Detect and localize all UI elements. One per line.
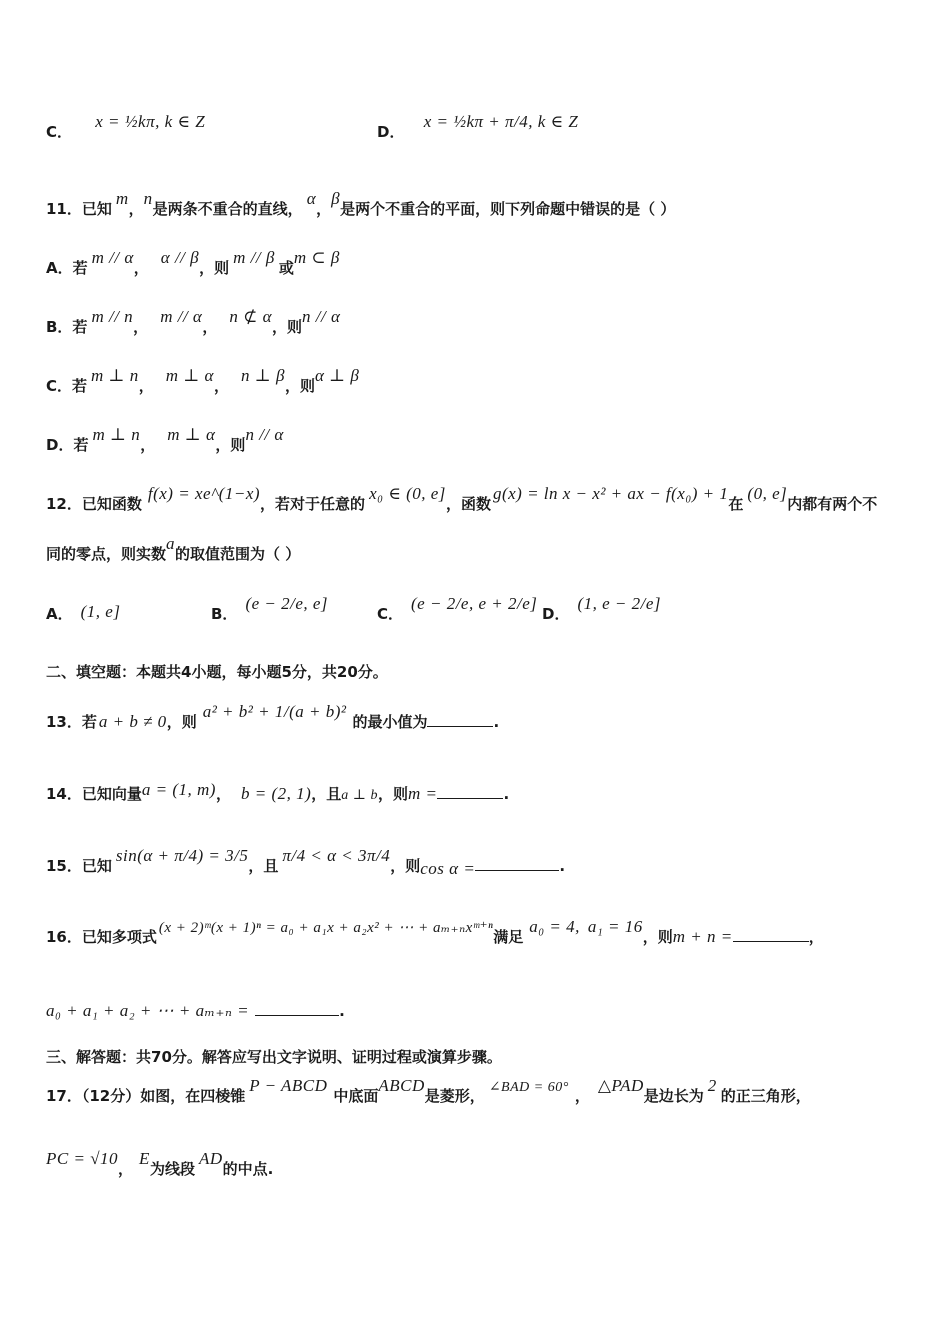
math-expression: a = (1, m) <box>141 780 216 799</box>
q11-option-d <box>46 425 284 456</box>
math-expression: a + b ≠ 0 <box>98 712 167 731</box>
math-expression: a₀ = 4, <box>529 917 580 936</box>
q12-option-c <box>377 594 538 625</box>
math-expression: m ⊥ n <box>91 366 139 385</box>
math-expression: △PAD <box>597 1076 644 1095</box>
math-expression: g(x) = ln x − x² + ax − f(x₀) + 1 <box>492 484 729 503</box>
q14-stem <box>46 780 510 807</box>
math-expression: n // α <box>245 425 284 444</box>
answer-blank[interactable] <box>427 712 493 727</box>
math-expression: m ⊥ α <box>165 366 214 385</box>
math-expression: m ⊂ β <box>293 248 340 267</box>
separator: ， <box>118 1160 134 1178</box>
math-expression: x = ½kπ, k ∈ Z <box>95 112 206 131</box>
separator: ， <box>316 200 332 218</box>
separator: . <box>559 857 566 875</box>
question-text: ，函数 <box>445 495 491 513</box>
q16-stem <box>46 917 824 949</box>
section-heading: 二、填空题：本题共4小题，每小题5分，共20分。 <box>46 663 388 681</box>
q11-stem <box>46 189 676 220</box>
math-expression: n ⊥ β <box>241 366 285 385</box>
math-var: α <box>306 189 317 208</box>
math-expression: m // β <box>233 248 275 267</box>
question-text: 的最小值为 <box>352 713 428 731</box>
q17-stem-line2 <box>46 1149 274 1180</box>
question-text: 在 <box>728 495 744 513</box>
separator: ， <box>213 377 229 395</box>
separator: 或 <box>278 259 294 277</box>
q10-option-d <box>377 112 579 143</box>
math-expression: (x + 2)ᵐ(x + 1)ⁿ = a₀ + a₁x + a₂x² + ⋯ + aₘ₊ₙxᵐ⁺ⁿ <box>158 920 494 936</box>
question-text: 是两个不重合的平面，则下列命题中错误的是（ ） <box>340 200 676 218</box>
math-expression: PC = √10 <box>46 1149 119 1168</box>
separator: ， <box>202 318 218 336</box>
q12-option-b <box>211 594 329 625</box>
math-expression: m = <box>407 784 438 803</box>
math-expression: a₀ + a₁ + a₂ + ⋯ + aₘ₊ₙ = <box>46 1001 250 1020</box>
option-label: D．若 <box>46 436 89 454</box>
question-text: ，则 <box>166 713 197 731</box>
option-label: A．若 <box>46 259 88 277</box>
math-expression: x = ½kπ + π/4, k ∈ Z <box>423 112 579 131</box>
separator: ，则 <box>199 259 230 277</box>
math-expression: ABCD <box>378 1076 425 1095</box>
answer-blank[interactable] <box>475 856 559 871</box>
separator: ，则 <box>272 318 303 336</box>
q12-option-d <box>542 594 662 625</box>
math-expression: m // α <box>160 307 203 326</box>
question-number: 12．已知函数 <box>46 495 142 513</box>
separator: . <box>493 713 500 731</box>
question-text: 是菱形， <box>424 1087 485 1105</box>
math-expression: (1, e − 2/e] <box>577 594 662 613</box>
option-label: C． <box>46 123 73 141</box>
separator: ， <box>215 785 231 803</box>
q13-stem <box>46 702 500 733</box>
math-expression: m ⊥ n <box>92 425 141 444</box>
question-text: ，若对于任意的 <box>260 495 366 513</box>
math-expression: π/4 < α < 3π/4 <box>282 846 391 865</box>
option-label: D． <box>377 123 405 141</box>
question-text: 满足 <box>493 928 524 946</box>
math-expression: a₁ = 16 <box>587 917 643 936</box>
q16-line2 <box>46 1000 345 1022</box>
question-text: 内都有两个不 <box>787 495 878 513</box>
separator: ， <box>128 200 144 218</box>
math-var: β <box>331 189 341 208</box>
option-label: D． <box>542 605 570 623</box>
math-expression: m // α <box>91 248 134 267</box>
option-label: B． <box>211 605 238 623</box>
question-number: 11．已知 <box>46 200 112 218</box>
math-expression: (e − 2/e, e + 2/e] <box>411 594 538 613</box>
q17-stem-line1 <box>46 1076 811 1109</box>
math-expression: m ⊥ α <box>167 425 216 444</box>
math-expression: a² + b² + 1/(a + b)² <box>202 702 347 721</box>
answer-blank[interactable] <box>255 1001 339 1016</box>
question-text: 为线段 <box>149 1160 195 1178</box>
math-expression: (e − 2/e, e] <box>245 594 329 613</box>
question-number: 14．已知向量 <box>46 785 142 803</box>
math-expression: α ⊥ β <box>314 366 360 385</box>
question-number: 13．若 <box>46 713 97 731</box>
question-text: ，且 <box>311 785 342 803</box>
q12-option-a <box>46 603 120 625</box>
question-text: 的正三角形， <box>720 1087 811 1105</box>
question-text: 的中点. <box>222 1160 274 1178</box>
math-expression: x₀ ∈ (0, e] <box>369 484 446 503</box>
separator: . <box>339 1002 345 1020</box>
separator: . <box>503 785 510 803</box>
math-expression: sin(α + π/4) = 3/5 <box>115 846 249 865</box>
question-number: 17．（12分）如图，在四棱锥 <box>46 1087 246 1105</box>
q12-stem-line1 <box>46 484 878 515</box>
math-expression: α // β <box>160 248 200 267</box>
math-expression: m // n <box>91 307 134 326</box>
question-text: 同的零点，则实数 <box>46 545 167 563</box>
question-number: 15．已知 <box>46 857 112 875</box>
section-heading: 三、解答题：共70分。解答应写出文字说明、证明过程或演算步骤。 <box>46 1048 502 1066</box>
question-text: 中底面 <box>333 1087 379 1105</box>
separator: ，则 <box>284 377 315 395</box>
separator: ， <box>133 259 149 277</box>
math-var: n <box>143 189 153 208</box>
q11-option-a <box>46 248 340 279</box>
math-var: a <box>166 534 176 553</box>
option-label: A． <box>46 605 73 623</box>
separator: ， <box>133 318 149 336</box>
math-expression: m + n = <box>672 927 733 946</box>
math-expression: f(x) = xe^(1−x) <box>147 484 261 503</box>
q11-option-c <box>46 366 360 397</box>
q12-stem-line2 <box>46 534 301 565</box>
question-text: ，则 <box>390 857 421 875</box>
separator: ， <box>140 436 156 454</box>
math-var: m <box>115 189 129 208</box>
math-value: 2 <box>707 1076 717 1095</box>
separator: ， <box>138 377 154 395</box>
question-text: 是两条不重合的直线， <box>152 200 303 218</box>
math-expression: n // α <box>302 307 341 326</box>
option-label: C．若 <box>46 377 88 395</box>
question-number: 16．已知多项式 <box>46 928 157 946</box>
question-text: ，且 <box>248 857 279 875</box>
q11-option-b <box>46 307 341 338</box>
math-var: E <box>139 1149 150 1168</box>
question-text: ，则 <box>642 928 673 946</box>
q10-option-c <box>46 112 206 143</box>
option-label: C． <box>377 605 404 623</box>
question-text: 的取值范围为（ ） <box>175 545 301 563</box>
option-label: B．若 <box>46 318 88 336</box>
separator: ， <box>574 1087 590 1105</box>
math-expression: (0, e] <box>747 484 788 503</box>
question-text: 是边长为 <box>643 1087 704 1105</box>
math-expression: AD <box>198 1149 223 1168</box>
answer-blank[interactable] <box>733 927 809 942</box>
question-text: ，则 <box>377 785 408 803</box>
math-expression: cos α = <box>420 859 476 878</box>
separator: ， <box>808 928 824 946</box>
math-expression: b = (2, 1) <box>240 784 312 803</box>
math-expression: (1, e] <box>80 602 121 621</box>
math-expression: P − ABCD <box>249 1076 328 1095</box>
separator: ，则 <box>215 436 246 454</box>
math-expression: ∠BAD = 60° <box>488 1080 569 1095</box>
math-expression: n ⊄ α <box>229 307 273 326</box>
answer-blank[interactable] <box>437 784 503 799</box>
q15-stem <box>46 846 566 878</box>
math-expression: a ⊥ b <box>341 788 378 803</box>
